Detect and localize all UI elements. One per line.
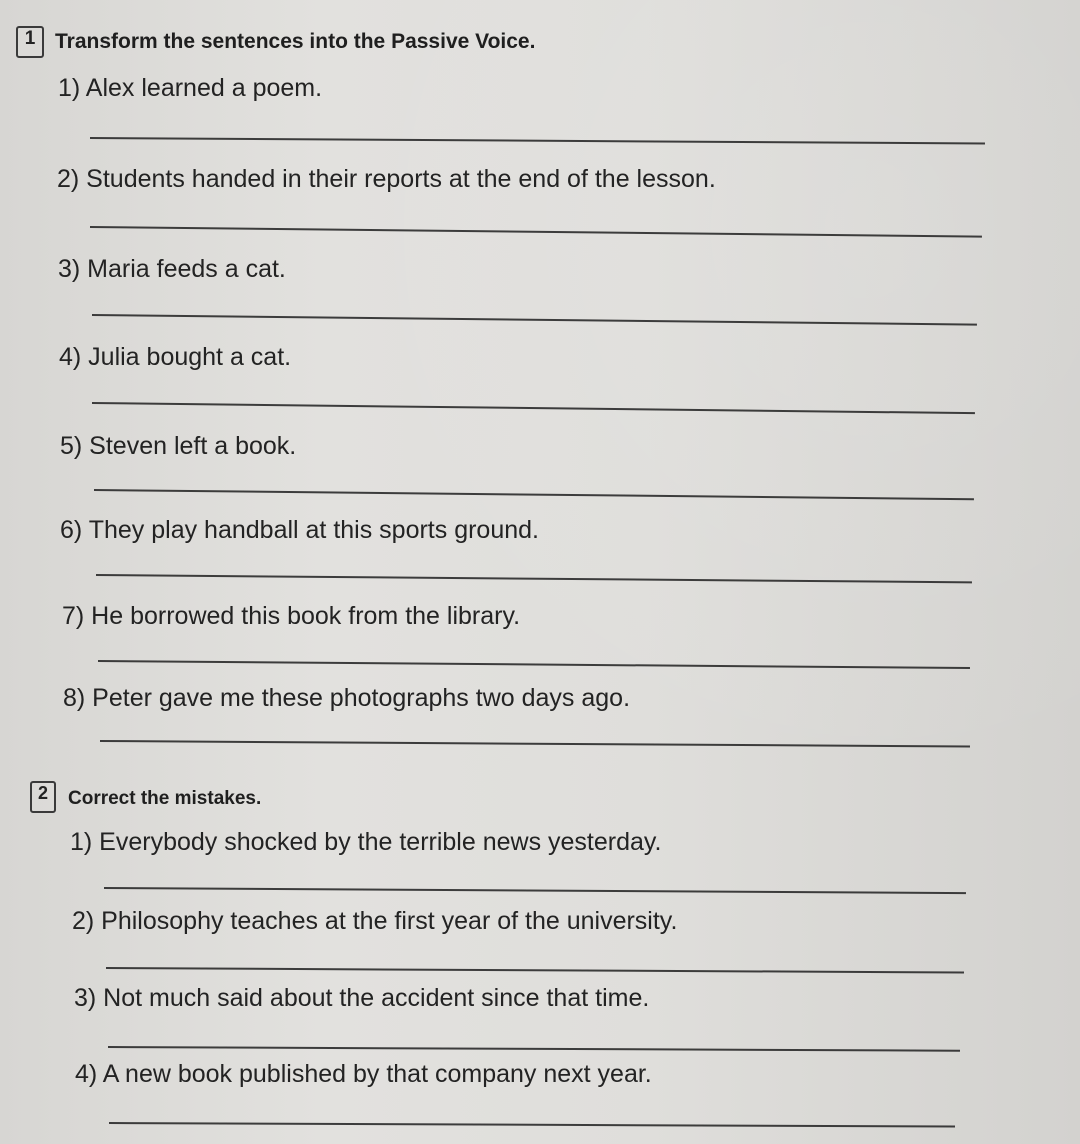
task-2-number: 2 [30,781,56,813]
task-1-item: 4) Julia bought a cat. [59,343,292,371]
task-1-number: 1 [16,26,44,58]
answer-line[interactable] [109,1122,955,1128]
task-2-item: 2) Philosophy teaches at the first year of the university. [72,907,678,935]
answer-line[interactable] [94,489,974,500]
answer-line[interactable] [96,574,972,583]
task-1-item: 7) He borrowed this book from the library. [62,602,521,630]
task-1-item: 5) Steven left a book. [60,432,297,460]
answer-line[interactable] [104,887,966,894]
task-1-item: 3) Maria feeds a cat. [58,255,286,283]
answer-line[interactable] [92,314,977,326]
answer-line[interactable] [98,660,970,669]
task-2-item: 1) Everybody shocked by the terrible news yesterday. [70,828,662,856]
task-2-title: Correct the mistakes. [68,788,262,809]
task-2-item: 3) Not much said about the accident since that time. [74,984,650,1012]
task-2-item: 4) A new book published by that company next year. [75,1060,652,1088]
answer-line[interactable] [92,402,975,414]
answer-line[interactable] [90,226,982,238]
task-1-item: 6) They play handball at this sports ground. [60,516,539,544]
answer-line[interactable] [90,137,985,144]
task-1-title: Transform the sentences into the Passive Voice. [55,30,536,53]
task-1-item: 1) Alex learned a poem. [58,74,323,102]
answer-line[interactable] [100,740,970,747]
answer-line[interactable] [108,1046,960,1052]
answer-line[interactable] [106,967,964,973]
task-1-item: 8) Peter gave me these photographs two days ago. [63,684,631,712]
task-1-item: 2) Students handed in their reports at the end of the lesson. [57,165,716,193]
